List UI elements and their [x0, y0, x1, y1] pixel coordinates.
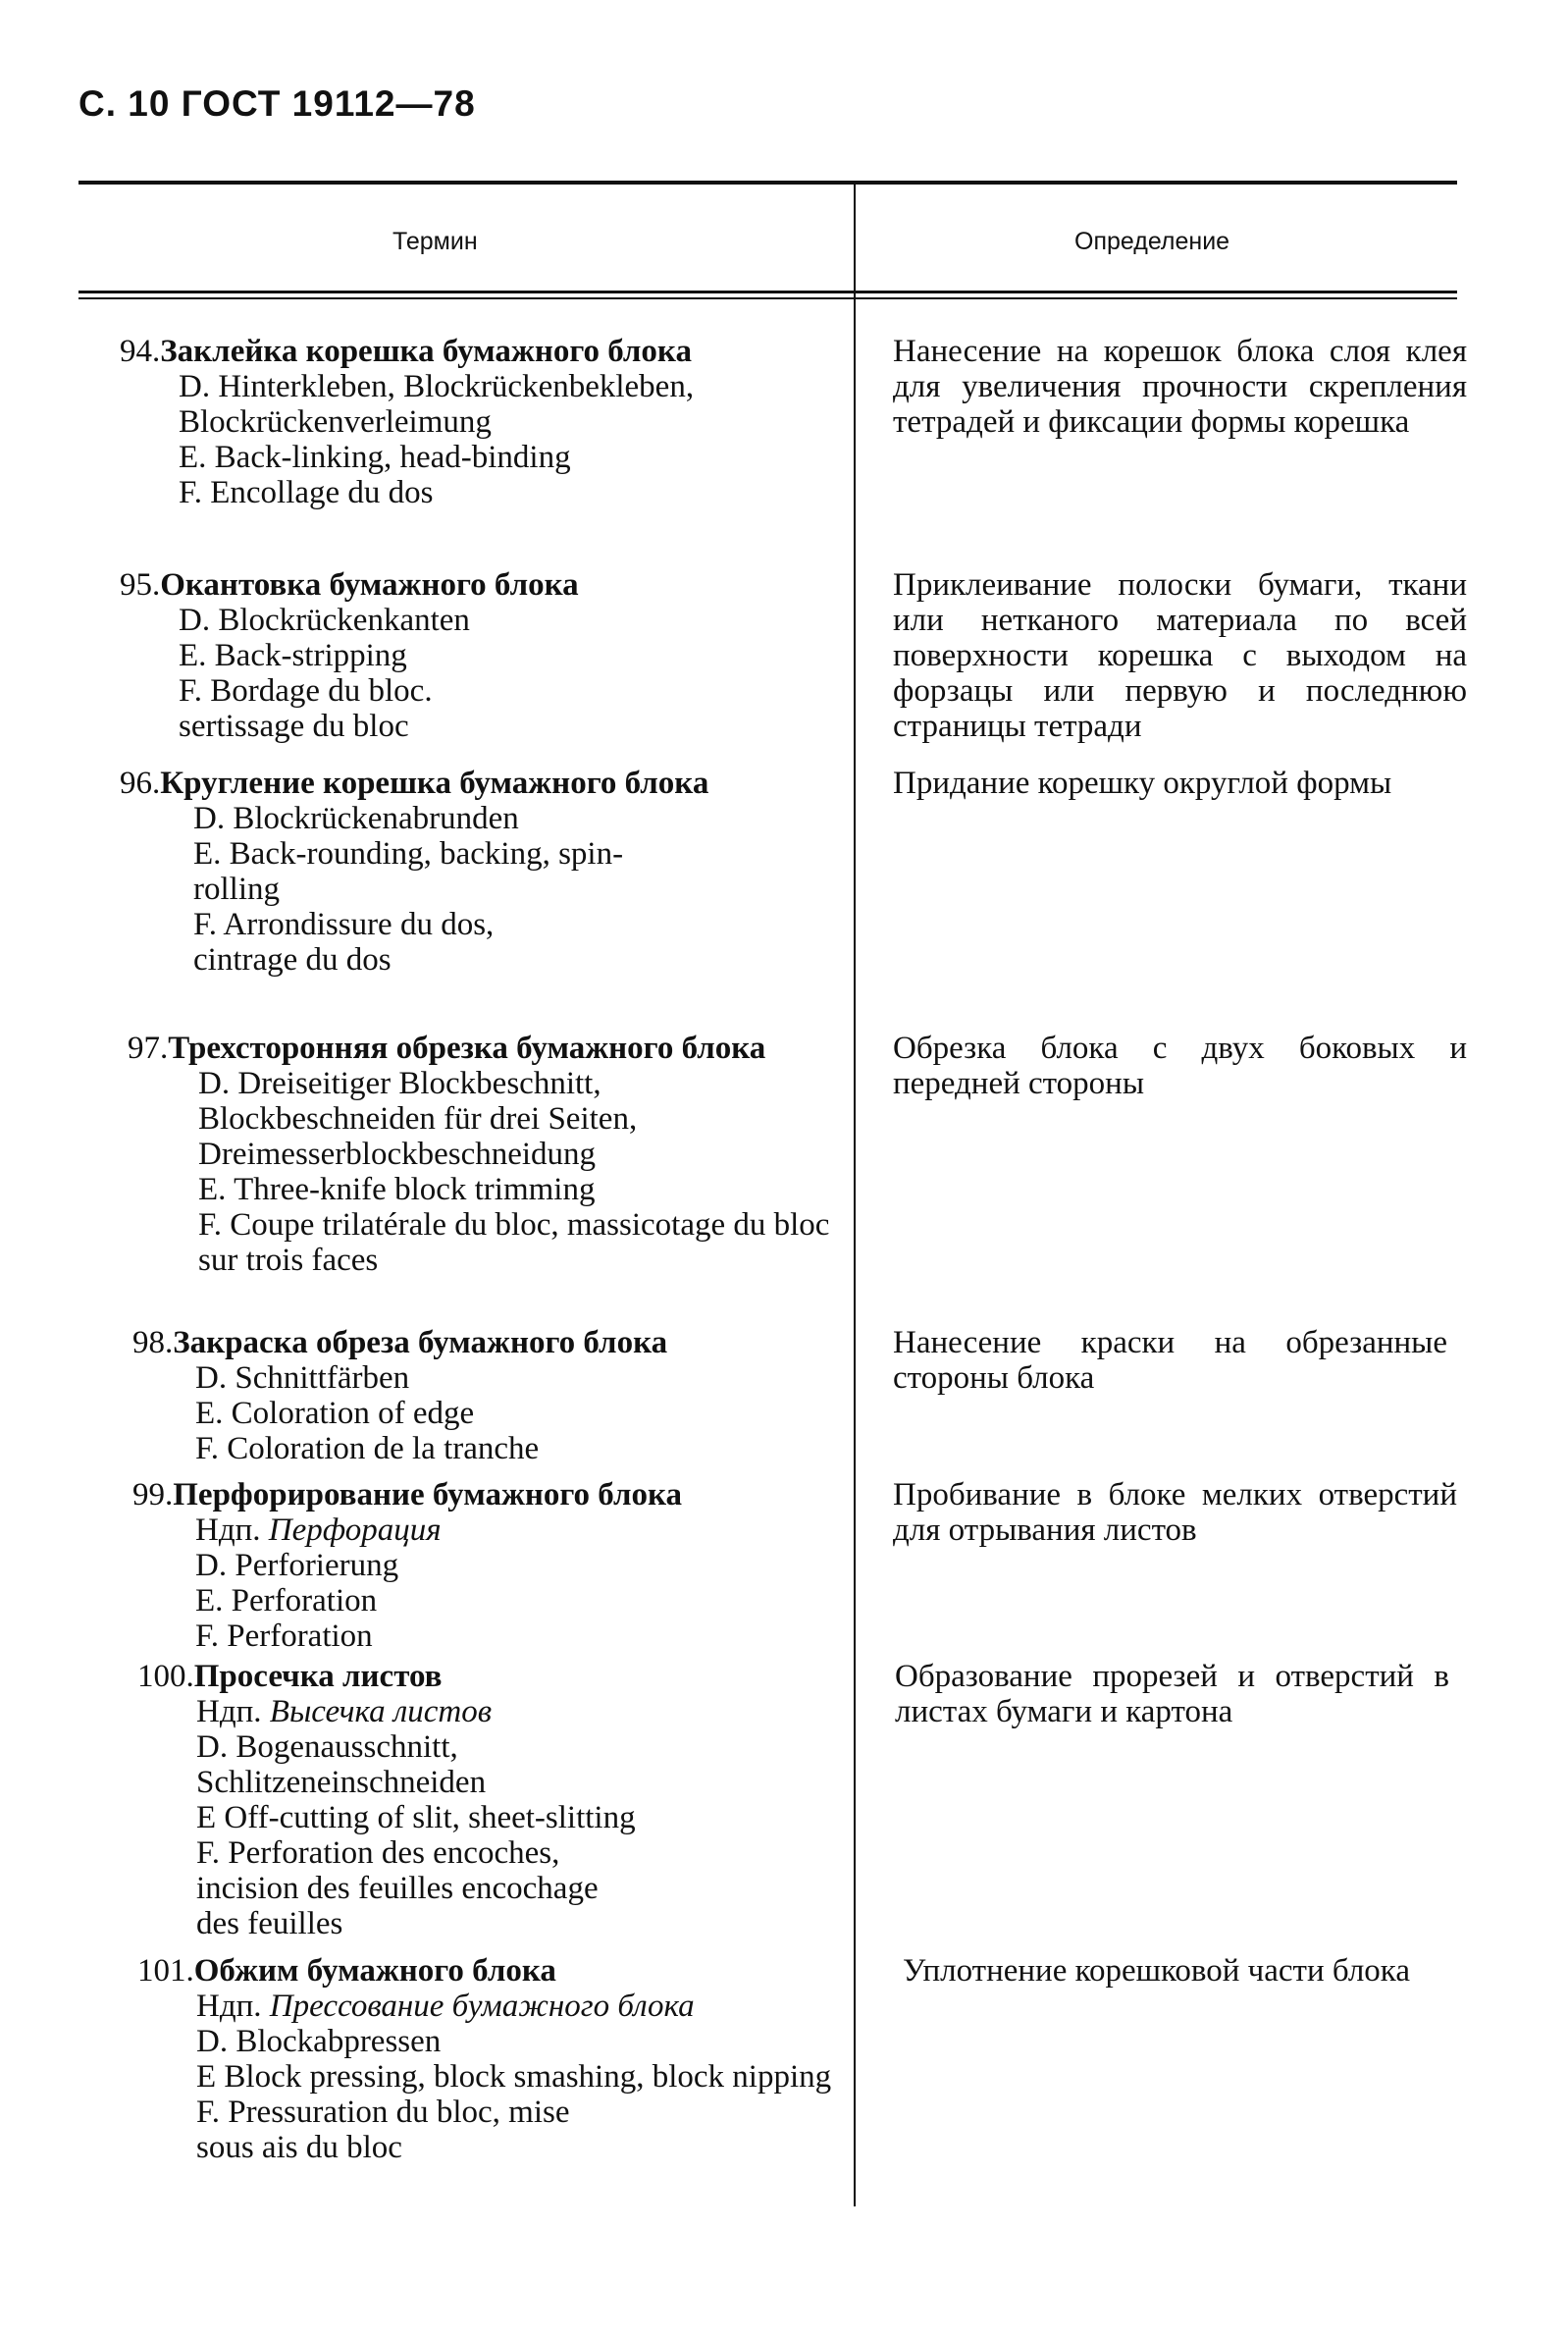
term-title: 97. Трехсторонняя обрезка бумажного блока: [128, 1031, 766, 1066]
term-fr: F. Perforation: [195, 1619, 373, 1654]
term-number: 96.: [120, 766, 161, 801]
header-double-rule-top: [78, 291, 1457, 293]
column-header-definition: Определение: [1074, 228, 1230, 255]
term-de: D. Schnittfärben: [195, 1360, 410, 1396]
term-de: D. Hinterkleben, Blockrückenbekleben, Blockrückenverleimung: [179, 369, 695, 440]
term-fr: F. Pressuration du bloc, mise sous ais du bloc: [196, 2095, 570, 2165]
term-number: 97.: [128, 1031, 169, 1066]
definition-94: Нанесение на корешок блока слоя клея для увеличения прочности скрепления тетрадей и фиксации формы корешка: [893, 334, 1467, 440]
definition-100: Образование прорезей и отверстий в листах бумаги и картона: [895, 1659, 1449, 1729]
term-number: 101.: [137, 1953, 194, 1989]
term-de: D. Bogenausschnitt, Schlitzeneinschneiden: [196, 1729, 487, 1800]
term-not-permitted: Ндп. Высечка листов: [196, 1694, 493, 1729]
term-fr: F. Arrondissure du dos, cintrage du dos: [193, 907, 495, 978]
table-top-rule: [78, 181, 1457, 185]
term-title: 100. Просечка листов: [137, 1659, 443, 1694]
definition-99: Пробивание в блоке мелких отверстий для отрывания листов: [893, 1477, 1457, 1548]
term-number: 98.: [132, 1325, 174, 1360]
term-number: 94.: [120, 334, 161, 369]
definition-95: Приклеивание полоски бумаги, ткани или нетканого материала по всей поверхности корешка с выходом на форзацы или первую и последнюю страницы тетради: [893, 567, 1467, 744]
term-title: 101. Обжим бумажного блока: [137, 1953, 556, 1989]
term-number: 95.: [120, 567, 161, 603]
term-title: 99. Перфорирование бумажного блока: [132, 1477, 683, 1512]
term-number: 100.: [137, 1659, 194, 1694]
term-de: D. Perforierung: [195, 1548, 399, 1583]
term-fr: F. Perforation des encoches, incision des feuilles encochage des feuilles: [196, 1835, 599, 1941]
term-en: E. Back-rounding, backing, spin-rolling: [193, 836, 624, 907]
term-en: E Block pressing, block smashing, block nipping: [196, 2059, 832, 2095]
term-de: D. Blockrückenabrunden: [193, 801, 519, 836]
header-double-rule-bottom: [78, 297, 1457, 299]
term-number: 99.: [132, 1477, 174, 1512]
term-title: 95. Окантовка бумажного блока: [120, 567, 579, 603]
term-de: D. Dreiseitiger Blockbeschnitt, Blockbeschneiden für drei Seiten, Dreimesserblockbeschneidung: [198, 1066, 638, 1172]
term-title: 94. Заклейка корешка бумажного блока: [120, 334, 692, 369]
term-en: E. Back-linking, head-binding: [179, 440, 571, 475]
term-fr: F. Coupe trilatérale du bloc, massicotage du bloc sur trois faces: [198, 1207, 830, 1278]
term-en: E. Coloration of edge: [195, 1396, 475, 1431]
term-fr: F. Encollage du dos: [179, 475, 434, 510]
term-en: E. Back-stripping: [179, 638, 407, 673]
term-en: E. Three-knife block trimming: [198, 1172, 596, 1207]
term-not-permitted: Ндп. Прессование бумажного блока: [196, 1989, 695, 2024]
column-divider: [854, 185, 856, 2206]
definition-97: Обрезка блока с двух боковых и передней стороны: [893, 1031, 1467, 1101]
page-header: С. 10 ГОСТ 19112—78: [78, 83, 476, 124]
term-de: D. Blockabpressen: [196, 2024, 442, 2059]
term-title: 96. Кругление корешка бумажного блока: [120, 766, 709, 801]
term-not-permitted: Ндп. Перфорация: [195, 1512, 442, 1548]
term-fr: F. Bordage du bloc. sertissage du bloc: [179, 673, 433, 744]
term-en: E Off-cutting of slit, sheet-slitting: [196, 1800, 636, 1835]
column-header-term: Термин: [392, 228, 478, 255]
definition-101: Уплотнение корешковой части блока: [903, 1953, 1410, 1989]
definition-98: Нанесение краски на обрезанные стороны блока: [893, 1325, 1447, 1396]
term-fr: F. Coloration de la tranche: [195, 1431, 540, 1466]
term-de: D. Blockrückenkanten: [179, 603, 470, 638]
term-en: E. Perforation: [195, 1583, 378, 1619]
definition-96: Придание корешку округлой формы: [893, 766, 1392, 801]
term-title: 98. Закраска обреза бумажного блока: [132, 1325, 668, 1360]
